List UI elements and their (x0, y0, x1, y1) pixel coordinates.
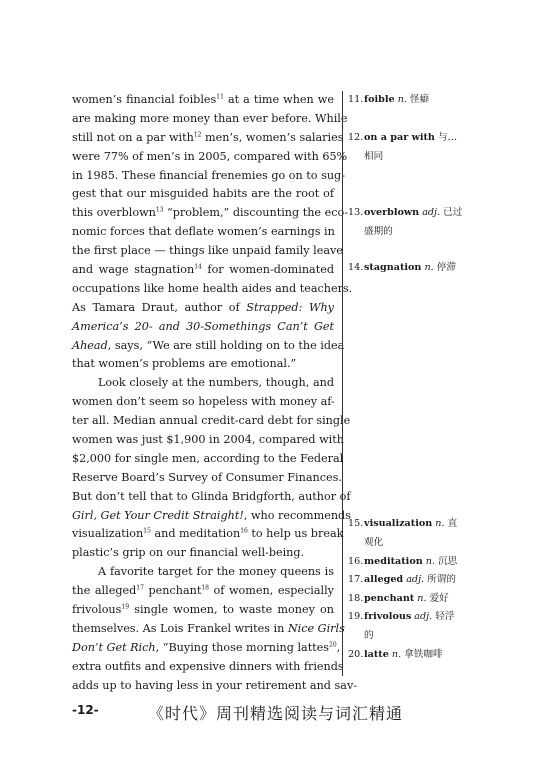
text-line: were 77% of men’s in 2005, compared with 65% (72, 149, 348, 163)
text-line: this overblown$^{13}$ “problem,” discounting the eco- (72, 206, 348, 220)
book-title-italic: Don’t Get Rich (72, 640, 156, 654)
text-line: adds up to having less in your retirement and sav- (72, 678, 358, 692)
text-line: themselves. As Lois Frankel writes in Nice Girls (72, 621, 345, 635)
text-line: As Tamara Draut, author of Strapped: Why (72, 300, 334, 314)
vocab-note: 16.meditation n. 沉思 (348, 556, 458, 567)
text-line: Ahead, says, “We are still holding on to the idea (72, 338, 345, 352)
vocab-note-continuation: 相同 (364, 151, 384, 162)
text-line: ter all. Median annual credit-card debt for single (72, 414, 351, 428)
vocab-note: 17.alleged adj. 所谓的 (348, 574, 456, 585)
text-line: $2,000 for single men, according to the Federal (72, 451, 344, 465)
text-line: frivolous$^{19}$ single women, to waste money on (72, 603, 334, 617)
book-title-italic: Strapped: Why (246, 300, 334, 314)
footnote-ref: 19 (121, 603, 130, 611)
text-line: Don’t Get Rich, “Buying those morning lattes$^{20}$, (72, 640, 341, 654)
text-line: still not on a par with$^{12}$ men’s, women’s salaries (72, 130, 344, 144)
vocab-note: 11.foible n. 怪癖 (348, 94, 430, 105)
book-title-italic: Nice Girls (287, 621, 345, 635)
text-line: women was just $1,900 in 2004, compared with (72, 433, 344, 447)
footnote-ref: 14 (194, 263, 202, 271)
book-title-italic: Girl, Get Your Credit Straight! (72, 508, 244, 522)
vocab-note: 18.penchant n. 爱好 (348, 593, 449, 604)
vocab-note-continuation: 盛期的 (364, 226, 393, 237)
text-line: occupations like home health aides and teachers. (72, 281, 353, 295)
vocab-note: 19.frivolous adj. 轻浮 (348, 611, 455, 622)
vocab-note: 14.stagnation n. 停滞 (348, 262, 456, 273)
footnote-ref: 11 (216, 93, 224, 101)
text-line: But don’t tell that to Glinda Bridgforth, author of (72, 489, 351, 503)
footnote-ref: 16 (240, 527, 248, 535)
text-line: Look closely at the numbers, though, and (98, 376, 334, 390)
column-divider (342, 91, 343, 676)
text-line: visualization$^{15}$ and meditation$^{16}$ to help us break (72, 527, 344, 541)
text-line: women don’t seem so hopeless with money af- (72, 395, 335, 409)
text-line: in 1985. These financial frenemies go on to sug- (72, 168, 345, 182)
footnote-ref: 13 (155, 206, 164, 214)
text-line: Girl, Get Your Credit Straight!, who recommends (72, 508, 351, 522)
page-number: -12- (72, 703, 99, 717)
footnote-ref: 17 (136, 584, 144, 592)
text-line: nomic forces that deflate women’s earnings in (72, 225, 335, 239)
footnote-ref: 12 (193, 131, 202, 139)
book-title-italic: Ahead (72, 338, 108, 352)
text-line: extra outfits and expensive dinners with friends (72, 659, 344, 673)
footnote-ref: 20 (329, 641, 337, 649)
footnote-ref: 18 (201, 584, 209, 592)
text-line: Reserve Board’s Survey of Consumer Finances. (72, 470, 342, 484)
footnote-ref: 15 (143, 527, 151, 535)
text-line: women’s financial foibles$^{11}$ at a time when we (72, 93, 334, 106)
vocab-note: 12.on a par with 与… (348, 132, 458, 143)
vocab-note: 15.visualization n. 直 (348, 518, 458, 529)
text-line: are making more money than ever before. While (72, 111, 348, 125)
vocab-note: 13.overblown adj. 已过 (348, 207, 463, 218)
vocab-note-continuation: 观化 (364, 537, 384, 548)
text-line: America’s 20- and 30-Somethings Can’t Get (72, 319, 334, 333)
text-line: and wage stagnation$^{14}$ for women-dominated (72, 263, 334, 277)
text-line: A favorite target for the money queens is (98, 565, 334, 579)
page-footer (0, 703, 544, 723)
vocab-note: 20.latte n. 拿铁咖啡 (348, 649, 443, 660)
text-line: plastic’s grip on our financial well-being. (72, 546, 305, 560)
book-title: 《时代》周刊精选阅读与词汇精通 (148, 704, 404, 723)
text-line: that women’s problems are emotional.” (72, 357, 297, 371)
text-line: gest that our misguided habits are the root of (72, 187, 334, 201)
text-line: the alleged$^{17}$ penchant$^{18}$ of women, especially (72, 584, 334, 598)
vocab-note-continuation: 的 (364, 630, 374, 641)
text-line: the first place — things like unpaid family leave (72, 244, 343, 258)
main-text-column (72, 91, 358, 696)
